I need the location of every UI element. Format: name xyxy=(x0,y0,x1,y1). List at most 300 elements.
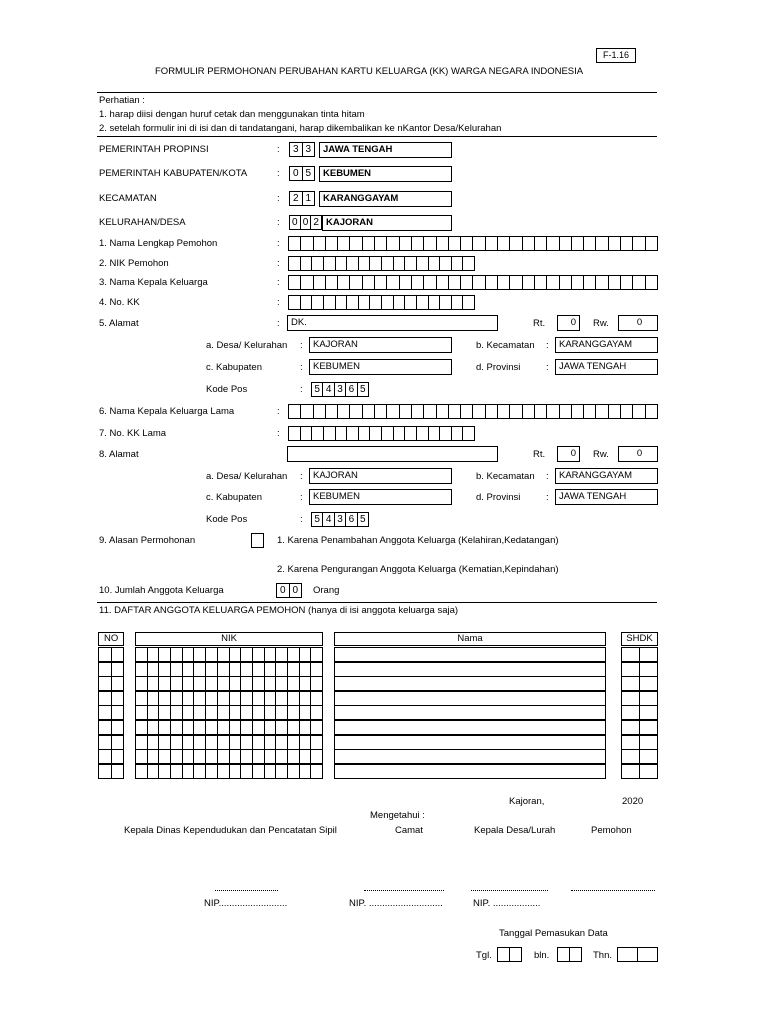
old-kabupaten-field[interactable]: KEBUMEN xyxy=(309,489,452,505)
grid-cell[interactable] xyxy=(350,276,362,289)
grid-cell[interactable] xyxy=(405,427,417,440)
table-cell[interactable] xyxy=(276,692,288,705)
provinsi-field[interactable]: JAWA TENGAH xyxy=(555,359,658,375)
table-cell[interactable] xyxy=(206,706,218,719)
table-cell[interactable] xyxy=(640,765,657,778)
grid-cell[interactable] xyxy=(375,405,387,418)
table-cell[interactable] xyxy=(300,721,312,734)
table-cell[interactable] xyxy=(335,648,605,661)
grid-cell[interactable] xyxy=(584,405,596,418)
old-kk-cells[interactable] xyxy=(288,426,475,441)
table-cell[interactable] xyxy=(253,648,265,661)
table-cell[interactable] xyxy=(99,765,112,778)
member-name-cell[interactable] xyxy=(334,735,606,750)
table-cell[interactable] xyxy=(300,706,312,719)
member-no-cells[interactable] xyxy=(98,662,124,677)
table-cell[interactable] xyxy=(99,692,112,705)
table-cell[interactable] xyxy=(112,736,124,749)
grid-cell[interactable] xyxy=(314,405,326,418)
grid-cell[interactable] xyxy=(452,427,464,440)
village-name[interactable]: KAJORAN xyxy=(322,215,452,231)
table-cell[interactable] xyxy=(300,765,312,778)
grid-cell[interactable] xyxy=(289,237,301,250)
table-cell[interactable] xyxy=(640,692,657,705)
grid-cell[interactable] xyxy=(289,427,301,440)
table-cell[interactable] xyxy=(622,648,640,661)
grid-cell[interactable] xyxy=(535,405,547,418)
table-cell[interactable] xyxy=(159,765,171,778)
grid-cell[interactable] xyxy=(289,257,301,270)
district-name[interactable]: KARANGGAYAM xyxy=(319,191,452,207)
table-cell[interactable] xyxy=(206,750,218,763)
grid-cell[interactable] xyxy=(560,405,572,418)
table-cell[interactable] xyxy=(640,721,657,734)
table-cell[interactable] xyxy=(218,648,230,661)
table-cell[interactable] xyxy=(218,663,230,676)
table-cell[interactable] xyxy=(194,648,206,661)
table-cell[interactable] xyxy=(218,692,230,705)
grid-cell[interactable] xyxy=(449,237,461,250)
table-cell[interactable] xyxy=(276,765,288,778)
grid-cell[interactable] xyxy=(394,427,406,440)
table-cell[interactable] xyxy=(241,648,253,661)
table-cell[interactable] xyxy=(206,765,218,778)
member-name-cell[interactable] xyxy=(334,764,606,779)
table-cell[interactable] xyxy=(99,663,112,676)
table-cell[interactable] xyxy=(230,692,242,705)
table-cell[interactable] xyxy=(265,765,277,778)
grid-cell[interactable] xyxy=(452,296,464,309)
member-nik-cells[interactable] xyxy=(135,764,323,779)
table-cell[interactable] xyxy=(230,736,242,749)
member-name-cell[interactable] xyxy=(334,705,606,720)
table-cell[interactable] xyxy=(253,677,265,690)
member-nik-cells[interactable] xyxy=(135,720,323,735)
grid-cell[interactable] xyxy=(400,405,412,418)
table-cell[interactable] xyxy=(230,677,242,690)
grid-cell[interactable] xyxy=(387,276,399,289)
table-cell[interactable] xyxy=(136,750,148,763)
table-cell[interactable] xyxy=(148,692,160,705)
grid-cell[interactable] xyxy=(359,296,371,309)
grid-cell[interactable] xyxy=(347,257,359,270)
table-cell[interactable] xyxy=(276,648,288,661)
grid-cell[interactable] xyxy=(289,405,301,418)
grid-cell[interactable] xyxy=(633,276,645,289)
table-cell[interactable] xyxy=(99,721,112,734)
table-cell[interactable] xyxy=(335,677,605,690)
grid-cell[interactable] xyxy=(424,276,436,289)
table-cell[interactable] xyxy=(335,721,605,734)
member-name-cell[interactable] xyxy=(334,662,606,677)
table-cell[interactable] xyxy=(112,692,124,705)
member-nik-cells[interactable] xyxy=(135,749,323,764)
table-cell[interactable] xyxy=(112,648,124,661)
grid-cell[interactable] xyxy=(301,237,313,250)
grid-cell[interactable] xyxy=(336,296,348,309)
member-no-cells[interactable] xyxy=(98,749,124,764)
table-cell[interactable] xyxy=(194,692,206,705)
table-cell[interactable] xyxy=(136,706,148,719)
grid-cell[interactable] xyxy=(424,237,436,250)
table-cell[interactable] xyxy=(136,765,148,778)
table-cell[interactable] xyxy=(253,765,265,778)
table-cell[interactable] xyxy=(288,648,300,661)
table-cell[interactable] xyxy=(194,663,206,676)
table-cell[interactable] xyxy=(206,663,218,676)
grid-cell[interactable] xyxy=(412,405,424,418)
grid-cell[interactable] xyxy=(646,405,657,418)
grid-cell[interactable] xyxy=(370,296,382,309)
table-cell[interactable] xyxy=(148,750,160,763)
table-cell[interactable] xyxy=(218,736,230,749)
table-cell[interactable] xyxy=(183,663,195,676)
table-cell[interactable] xyxy=(218,721,230,734)
member-shdk-cells[interactable] xyxy=(621,720,658,735)
member-nik-cells[interactable] xyxy=(135,662,323,677)
table-cell[interactable] xyxy=(183,750,195,763)
member-shdk-cells[interactable] xyxy=(621,764,658,779)
table-cell[interactable] xyxy=(311,736,322,749)
grid-cell[interactable] xyxy=(336,427,348,440)
table-cell[interactable] xyxy=(335,750,605,763)
table-cell[interactable] xyxy=(171,677,183,690)
member-shdk-cells[interactable] xyxy=(621,749,658,764)
table-cell[interactable] xyxy=(136,677,148,690)
old-kodepos-cells[interactable] xyxy=(311,512,369,527)
grid-cell[interactable] xyxy=(646,237,657,250)
table-cell[interactable] xyxy=(311,648,322,661)
table-cell[interactable] xyxy=(253,663,265,676)
grid-cell[interactable] xyxy=(510,405,522,418)
grid-cell[interactable] xyxy=(473,276,485,289)
table-cell[interactable] xyxy=(171,765,183,778)
table-cell[interactable] xyxy=(183,736,195,749)
table-cell[interactable] xyxy=(171,736,183,749)
table-cell[interactable] xyxy=(335,765,605,778)
table-cell[interactable] xyxy=(640,677,657,690)
table-cell[interactable] xyxy=(241,765,253,778)
table-cell[interactable] xyxy=(241,736,253,749)
table-cell[interactable] xyxy=(183,692,195,705)
grid-cell[interactable] xyxy=(405,296,417,309)
grid-cell[interactable] xyxy=(417,427,429,440)
grid-cell[interactable] xyxy=(498,237,510,250)
grid-cell[interactable] xyxy=(437,237,449,250)
grid-cell[interactable] xyxy=(347,296,359,309)
grid-cell[interactable] xyxy=(394,296,406,309)
table-cell[interactable] xyxy=(218,765,230,778)
grid-cell[interactable] xyxy=(400,237,412,250)
member-no-cells[interactable] xyxy=(98,720,124,735)
table-cell[interactable] xyxy=(171,663,183,676)
member-shdk-cells[interactable] xyxy=(621,676,658,691)
table-cell[interactable] xyxy=(300,736,312,749)
grid-cell[interactable] xyxy=(510,237,522,250)
grid-cell[interactable] xyxy=(523,405,535,418)
grid-cell[interactable] xyxy=(326,405,338,418)
grid-cell[interactable] xyxy=(338,237,350,250)
grid-cell[interactable] xyxy=(621,237,633,250)
old-rt-field[interactable] xyxy=(557,446,580,462)
grid-cell[interactable] xyxy=(440,257,452,270)
member-shdk-cells[interactable] xyxy=(621,705,658,720)
member-shdk-cells[interactable] xyxy=(621,647,658,662)
tgl-cells[interactable] xyxy=(497,947,522,962)
grid-cell[interactable] xyxy=(387,237,399,250)
table-cell[interactable] xyxy=(311,765,322,778)
old-rw-field[interactable] xyxy=(618,446,658,462)
grid-cell[interactable] xyxy=(449,276,461,289)
thn-cells[interactable] xyxy=(617,947,658,962)
applicant-name-cells[interactable] xyxy=(288,236,658,251)
kodepos-cells[interactable] xyxy=(311,382,369,397)
table-cell[interactable] xyxy=(288,736,300,749)
grid-cell[interactable] xyxy=(387,405,399,418)
table-cell[interactable] xyxy=(194,721,206,734)
grid-cell[interactable] xyxy=(400,276,412,289)
table-cell[interactable] xyxy=(194,750,206,763)
grid-cell[interactable] xyxy=(417,296,429,309)
grid-cell[interactable] xyxy=(646,276,657,289)
grid-cell[interactable] xyxy=(473,237,485,250)
table-cell[interactable] xyxy=(276,706,288,719)
table-cell[interactable] xyxy=(300,663,312,676)
table-cell[interactable] xyxy=(265,692,277,705)
reason-checkbox[interactable] xyxy=(251,533,264,548)
table-cell[interactable] xyxy=(288,721,300,734)
member-nik-cells[interactable] xyxy=(135,705,323,720)
grid-cell[interactable] xyxy=(359,257,371,270)
table-cell[interactable] xyxy=(311,663,322,676)
grid-cell[interactable] xyxy=(498,276,510,289)
grid-cell[interactable] xyxy=(486,237,498,250)
table-cell[interactable] xyxy=(288,677,300,690)
table-cell[interactable] xyxy=(265,736,277,749)
grid-cell[interactable] xyxy=(596,237,608,250)
grid-cell[interactable] xyxy=(449,405,461,418)
table-cell[interactable] xyxy=(640,648,657,661)
grid-cell[interactable] xyxy=(338,405,350,418)
table-cell[interactable] xyxy=(159,750,171,763)
table-cell[interactable] xyxy=(99,648,112,661)
grid-cell[interactable] xyxy=(596,405,608,418)
table-cell[interactable] xyxy=(112,706,124,719)
grid-cell[interactable] xyxy=(326,276,338,289)
table-cell[interactable] xyxy=(183,706,195,719)
grid-cell[interactable] xyxy=(440,427,452,440)
member-shdk-cells[interactable] xyxy=(621,691,658,706)
grid-cell[interactable] xyxy=(572,237,584,250)
table-cell[interactable] xyxy=(230,765,242,778)
table-cell[interactable] xyxy=(159,648,171,661)
member-count-cells[interactable] xyxy=(276,583,302,598)
grid-cell[interactable] xyxy=(350,237,362,250)
table-cell[interactable] xyxy=(112,765,124,778)
table-cell[interactable] xyxy=(640,663,657,676)
table-cell[interactable] xyxy=(265,706,277,719)
table-cell[interactable] xyxy=(159,736,171,749)
grid-cell[interactable] xyxy=(312,427,324,440)
grid-cell[interactable] xyxy=(301,427,313,440)
table-cell[interactable] xyxy=(335,692,605,705)
table-cell[interactable] xyxy=(311,706,322,719)
table-cell[interactable] xyxy=(241,692,253,705)
table-cell[interactable] xyxy=(311,750,322,763)
table-cell[interactable] xyxy=(335,706,605,719)
member-no-cells[interactable] xyxy=(98,676,124,691)
table-cell[interactable] xyxy=(148,736,160,749)
table-cell[interactable] xyxy=(622,663,640,676)
grid-cell[interactable] xyxy=(498,405,510,418)
kecamatan-field[interactable]: KARANGGAYAM xyxy=(555,337,658,353)
member-shdk-cells[interactable] xyxy=(621,662,658,677)
table-cell[interactable] xyxy=(159,721,171,734)
grid-cell[interactable] xyxy=(312,257,324,270)
table-cell[interactable] xyxy=(276,736,288,749)
address-field[interactable]: DK. xyxy=(287,315,498,331)
table-cell[interactable] xyxy=(276,750,288,763)
desa-field[interactable]: KAJORAN xyxy=(309,337,452,353)
district-code[interactable] xyxy=(289,191,315,206)
table-cell[interactable] xyxy=(218,706,230,719)
table-cell[interactable] xyxy=(311,692,322,705)
grid-cell[interactable] xyxy=(301,296,313,309)
table-cell[interactable] xyxy=(194,706,206,719)
grid-cell[interactable] xyxy=(301,276,313,289)
table-cell[interactable] xyxy=(265,721,277,734)
table-cell[interactable] xyxy=(159,663,171,676)
table-cell[interactable] xyxy=(99,750,112,763)
table-cell[interactable] xyxy=(311,721,322,734)
grid-cell[interactable] xyxy=(572,405,584,418)
grid-cell[interactable] xyxy=(609,276,621,289)
table-cell[interactable] xyxy=(276,663,288,676)
member-name-cell[interactable] xyxy=(334,691,606,706)
grid-cell[interactable] xyxy=(440,296,452,309)
table-cell[interactable] xyxy=(99,677,112,690)
grid-cell[interactable] xyxy=(547,276,559,289)
table-cell[interactable] xyxy=(253,721,265,734)
table-cell[interactable] xyxy=(241,750,253,763)
table-cell[interactable] xyxy=(148,663,160,676)
kk-cells[interactable] xyxy=(288,295,475,310)
table-cell[interactable] xyxy=(241,721,253,734)
grid-cell[interactable] xyxy=(382,296,394,309)
grid-cell[interactable] xyxy=(324,427,336,440)
grid-cell[interactable] xyxy=(359,427,371,440)
grid-cell[interactable] xyxy=(350,405,362,418)
table-cell[interactable] xyxy=(276,721,288,734)
table-cell[interactable] xyxy=(288,765,300,778)
member-no-cells[interactable] xyxy=(98,764,124,779)
table-cell[interactable] xyxy=(230,706,242,719)
grid-cell[interactable] xyxy=(370,257,382,270)
grid-cell[interactable] xyxy=(394,257,406,270)
grid-cell[interactable] xyxy=(621,405,633,418)
applicant-nik-cells[interactable] xyxy=(288,256,475,271)
table-cell[interactable] xyxy=(241,677,253,690)
table-cell[interactable] xyxy=(300,648,312,661)
table-cell[interactable] xyxy=(300,677,312,690)
table-cell[interactable] xyxy=(622,692,640,705)
table-cell[interactable] xyxy=(622,736,640,749)
grid-cell[interactable] xyxy=(326,237,338,250)
table-cell[interactable] xyxy=(622,765,640,778)
grid-cell[interactable] xyxy=(312,296,324,309)
table-cell[interactable] xyxy=(171,706,183,719)
table-cell[interactable] xyxy=(230,750,242,763)
grid-cell[interactable] xyxy=(461,276,473,289)
table-cell[interactable] xyxy=(148,765,160,778)
grid-cell[interactable] xyxy=(289,296,301,309)
table-cell[interactable] xyxy=(194,677,206,690)
grid-cell[interactable] xyxy=(621,276,633,289)
table-cell[interactable] xyxy=(194,765,206,778)
member-no-cells[interactable] xyxy=(98,735,124,750)
table-cell[interactable] xyxy=(183,677,195,690)
table-cell[interactable] xyxy=(300,750,312,763)
grid-cell[interactable] xyxy=(363,405,375,418)
table-cell[interactable] xyxy=(206,692,218,705)
table-cell[interactable] xyxy=(206,648,218,661)
table-cell[interactable] xyxy=(171,721,183,734)
table-cell[interactable] xyxy=(230,663,242,676)
old-desa-field[interactable]: KAJORAN xyxy=(309,468,452,484)
table-cell[interactable] xyxy=(622,677,640,690)
table-cell[interactable] xyxy=(112,721,124,734)
member-nik-cells[interactable] xyxy=(135,691,323,706)
grid-cell[interactable] xyxy=(473,405,485,418)
grid-cell[interactable] xyxy=(461,405,473,418)
member-no-cells[interactable] xyxy=(98,705,124,720)
table-cell[interactable] xyxy=(288,663,300,676)
grid-cell[interactable] xyxy=(560,237,572,250)
grid-cell[interactable] xyxy=(633,405,645,418)
table-cell[interactable] xyxy=(206,736,218,749)
member-name-cell[interactable] xyxy=(334,676,606,691)
table-cell[interactable] xyxy=(335,663,605,676)
grid-cell[interactable] xyxy=(437,405,449,418)
table-cell[interactable] xyxy=(640,736,657,749)
table-cell[interactable] xyxy=(99,736,112,749)
grid-cell[interactable] xyxy=(547,405,559,418)
table-cell[interactable] xyxy=(171,692,183,705)
grid-cell[interactable] xyxy=(336,257,348,270)
table-cell[interactable] xyxy=(265,677,277,690)
grid-cell[interactable] xyxy=(429,257,441,270)
grid-cell[interactable] xyxy=(560,276,572,289)
grid-cell[interactable] xyxy=(363,237,375,250)
province-name[interactable]: JAWA TENGAH xyxy=(319,142,452,158)
grid-cell[interactable] xyxy=(424,405,436,418)
table-cell[interactable] xyxy=(112,750,124,763)
table-cell[interactable] xyxy=(622,706,640,719)
grid-cell[interactable] xyxy=(375,276,387,289)
grid-cell[interactable] xyxy=(301,257,313,270)
table-cell[interactable] xyxy=(335,736,605,749)
member-no-cells[interactable] xyxy=(98,647,124,662)
grid-cell[interactable] xyxy=(429,296,441,309)
grid-cell[interactable] xyxy=(584,237,596,250)
table-cell[interactable] xyxy=(136,692,148,705)
table-cell[interactable] xyxy=(241,663,253,676)
regency-code[interactable] xyxy=(289,166,315,181)
head-name-cells[interactable] xyxy=(288,275,658,290)
member-shdk-cells[interactable] xyxy=(621,735,658,750)
table-cell[interactable] xyxy=(206,721,218,734)
table-cell[interactable] xyxy=(159,677,171,690)
